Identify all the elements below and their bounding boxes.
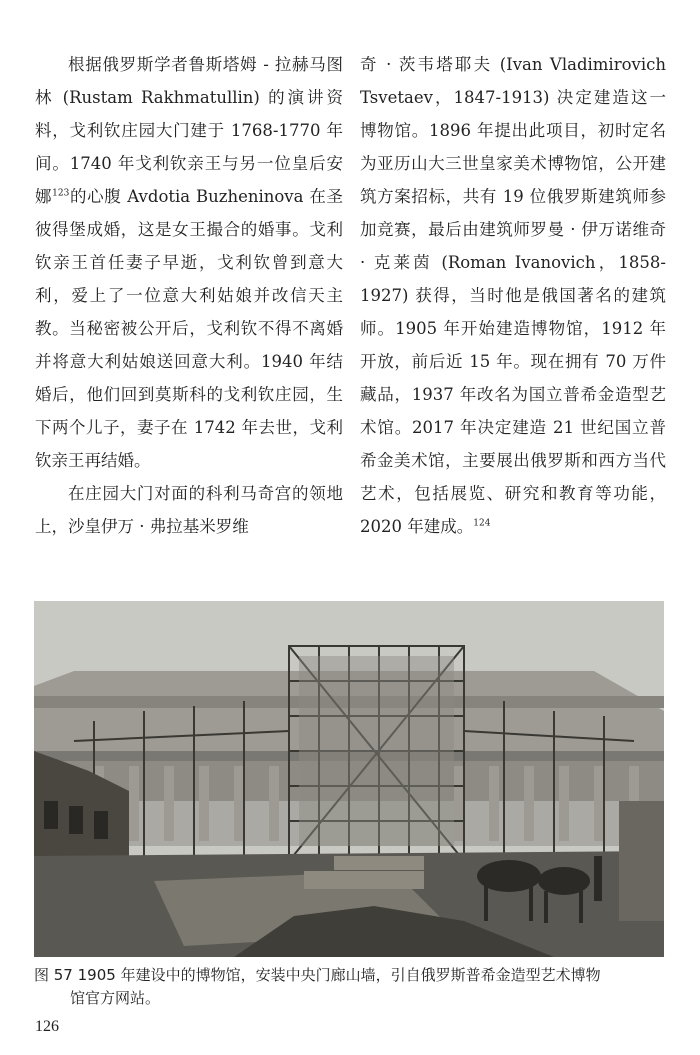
paragraph-text: 根据俄罗斯学者鲁斯塔姆 - 拉赫马图林 (Rustam Rakhmatullin) 的演讲资料，戈利钦庄园大门建于 1768-1770 年间。1740 年戈利钦亲王与另一位皇后安娜: [35, 55, 343, 206]
caption-line-2: 馆官方网站。: [70, 989, 161, 1007]
figure-caption: [34, 964, 674, 1010]
paragraph-text: 的心腹 Avdotia Buzheninova 在圣彼得堡成婚，这是女王撮合的婚事。戈利钦亲王首任妻子早逝，戈利钦曾到意大利，爱上了一位意大利姑娘并改信天主教。当秘密被公开后，戈利钦不得不离婚并将意大利姑娘送回意大利。1940 年结婚后，他们回到莫斯科的戈利钦庄园，生下两个儿子，妻子在 1742 年去世，戈利钦亲王再结婚。: [35, 187, 344, 470]
paragraph-tsvetaev-intro: 在庄园大门对面的科利马奇宫的领地上，沙皇伊万 · 弗拉基米罗维: [35, 484, 343, 536]
right-text-column: [360, 48, 666, 543]
paragraph-text: 奇 · 茨韦塔耶夫 (Ivan Vladimirovich Tsvetaev，1847-1913) 决定建造这一博物馆。1896 年提出此项目，初时定名为亚历山大三世皇家美术博物馆，公开建筑方案招标，共有 19 位俄罗斯建筑师参加竞赛，最后由建筑师罗曼 · 伊万诺维奇 · 克莱茵 (Roman Ivanovich，1858-1927) 获得，当时他是俄国著名的建筑师。1905 年开始建造博物馆，1912 年开放，前后近 15 年。现在拥有 70 万件藏品，1937 年改名为国立普希金造型艺术馆。2017 年决定建造 21 世纪国立普希金美术馆，主要展出俄罗斯和西方当代艺术，包括展览、研究和教育等功能，2020 年建成。: [360, 55, 666, 536]
page-number: 126: [35, 1018, 59, 1035]
museum-construction-photo: [34, 601, 664, 957]
caption-line-1: 图 57 1905 年建设中的博物馆，安装中央门廊山墙，引自俄罗斯普希金造型艺术博物: [34, 966, 601, 984]
construction-scene-illustration: [34, 601, 664, 957]
footnote-ref-123: 123: [52, 188, 70, 199]
left-text-column: [35, 48, 343, 543]
paragraph-golitsyn-gate: [35, 48, 343, 477]
footnote-ref-124: 124: [473, 518, 491, 529]
paragraph-museum-history: [360, 48, 666, 543]
